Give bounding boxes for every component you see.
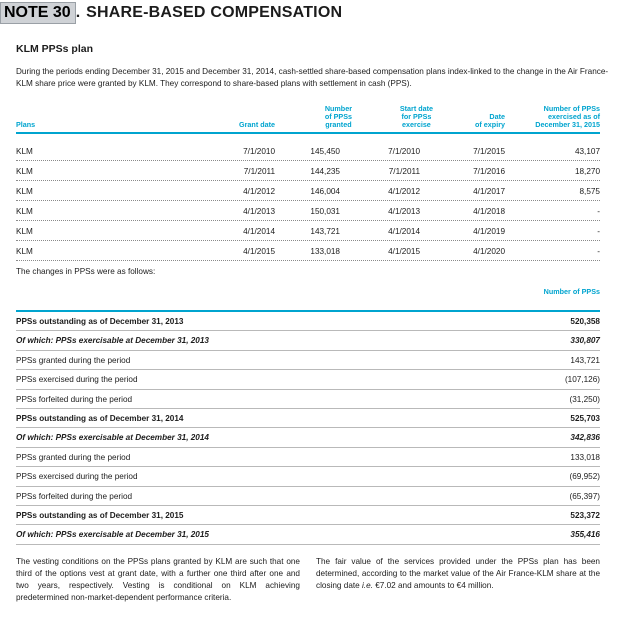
cell-plan: KLM xyxy=(16,187,33,196)
row-value: 330,807 xyxy=(570,336,600,346)
table-row xyxy=(16,525,600,544)
cell-start-date: 7/1/2010 xyxy=(388,147,420,156)
cell-start-date: 4/1/2015 xyxy=(388,247,420,256)
cell-plan: KLM xyxy=(16,207,33,216)
cell-number-granted: 150,031 xyxy=(310,207,340,216)
cell-exercised: - xyxy=(597,207,600,216)
header-date-of-expiry xyxy=(475,113,505,129)
cell-exercised: - xyxy=(597,227,600,236)
row-label: PPSs outstanding as of December 31, 2015 xyxy=(16,510,184,520)
cell-grant-date: 7/1/2011 xyxy=(243,167,275,176)
cell-exercised: 8,575 xyxy=(579,187,600,196)
table-row xyxy=(16,312,600,331)
header-exercised-line3: December 31, 2015 xyxy=(535,120,600,129)
table-row xyxy=(16,428,600,447)
cell-expiry-date: 7/1/2016 xyxy=(473,167,505,176)
cell-expiry-date: 4/1/2020 xyxy=(473,247,505,256)
row-value: 342,836 xyxy=(570,433,600,443)
table-row xyxy=(16,241,600,261)
fair-value-text-end: €7.02 and amounts to €4 million. xyxy=(372,581,494,590)
cell-expiry-date: 4/1/2018 xyxy=(473,207,505,216)
table-row xyxy=(16,331,600,350)
pps-plans-table-header xyxy=(16,98,600,134)
row-value: 525,703 xyxy=(570,413,600,423)
table-row xyxy=(16,351,600,370)
row-label: PPSs exercised during the period xyxy=(16,375,138,385)
header-start-line3: exercise xyxy=(402,120,431,129)
section-title: KLM PPSs plan xyxy=(16,43,94,55)
header-exercised-line1: Number of PPSs xyxy=(543,104,600,113)
row-label: PPSs granted during the period xyxy=(16,452,131,462)
cell-expiry-date: 4/1/2017 xyxy=(473,187,505,196)
cell-grant-date: 4/1/2015 xyxy=(243,247,275,256)
cell-start-date: 4/1/2014 xyxy=(388,227,420,236)
cell-number-granted: 133,018 xyxy=(310,247,340,256)
header-exercised xyxy=(535,105,600,129)
cell-exercised: 18,270 xyxy=(574,167,600,176)
cell-expiry-date: 4/1/2019 xyxy=(473,227,505,236)
cell-exercised: - xyxy=(597,247,600,256)
cell-exercised: 43,107 xyxy=(574,147,600,156)
header-expiry-line1: Date xyxy=(489,112,505,121)
cell-plan: KLM xyxy=(16,227,33,236)
pps-plans-table xyxy=(16,98,600,261)
header-start-line2: for PPSs xyxy=(401,112,432,121)
table-row xyxy=(16,141,600,161)
header-exercised-line2: exercised as of xyxy=(548,112,600,121)
header-number-line3: granted xyxy=(325,120,352,129)
note-title: SHARE-BASED COMPENSATION xyxy=(86,4,343,21)
row-label: PPSs forfeited during the period xyxy=(16,491,133,501)
table-row xyxy=(16,448,600,467)
cell-expiry-date: 7/1/2015 xyxy=(473,147,505,156)
vesting-conditions-paragraph: The vesting conditions on the PPSs plans granted by KLM are such that one third of the options vest at grant date, with a further one third after one and two years, respectively. Vesting is conditional on KLM achieving predetermined non-market-dependent performance criteria. xyxy=(16,557,300,602)
note-heading-dot: . xyxy=(75,4,81,21)
cell-plan: KLM xyxy=(16,167,33,176)
intro-paragraph: During the periods ending December 31, 2015 and December 31, 2014, cash-settled share-based compensation plans index-linked to the change in the Air France-KLM share price were granted by KLM. They correspond to share-based plans with settlement in cash (PPS). xyxy=(16,67,609,88)
row-value: (107,126) xyxy=(564,375,600,385)
header-number-granted xyxy=(325,105,352,129)
header-number-of-ppss: Number of PPSs xyxy=(543,287,600,296)
row-value: 143,721 xyxy=(570,355,600,365)
cell-start-date: 7/1/2011 xyxy=(388,167,420,176)
cell-number-granted: 143,721 xyxy=(310,227,340,236)
row-label: PPSs outstanding as of December 31, 2013 xyxy=(16,317,184,326)
header-number-line1: Number xyxy=(324,104,352,113)
header-number-line2: of PPSs xyxy=(324,112,352,121)
header-grant-date: Grant date xyxy=(239,120,275,129)
note-number-badge: NOTE 30 xyxy=(0,2,76,24)
row-value: (31,250) xyxy=(569,394,600,404)
table-row xyxy=(16,161,600,181)
fair-value-ie: i.e. xyxy=(361,581,373,590)
row-value: (65,397) xyxy=(569,491,600,501)
row-label: Of which: PPSs exercisable at December 31, 2013 xyxy=(16,336,209,346)
row-label: PPSs forfeited during the period xyxy=(16,394,133,404)
cell-plan: KLM xyxy=(16,247,33,256)
cell-number-granted: 146,004 xyxy=(310,187,340,196)
cell-grant-date: 4/1/2013 xyxy=(243,207,275,216)
row-label: Of which: PPSs exercisable at December 31, 2014 xyxy=(16,433,209,443)
cell-grant-date: 4/1/2012 xyxy=(243,187,275,196)
row-value: (69,952) xyxy=(569,472,600,482)
header-expiry-line2: of expiry xyxy=(475,120,505,129)
cell-start-date: 4/1/2013 xyxy=(388,207,420,216)
cell-start-date: 4/1/2012 xyxy=(388,187,420,196)
row-value: 133,018 xyxy=(570,452,600,462)
table-row xyxy=(16,181,600,201)
table-row xyxy=(16,370,600,389)
table-row xyxy=(16,221,600,241)
cell-number-granted: 144,235 xyxy=(310,167,340,176)
header-plans: Plans xyxy=(16,120,36,129)
cell-number-granted: 145,450 xyxy=(310,147,340,156)
header-start-date xyxy=(400,105,433,129)
table-row xyxy=(16,506,600,525)
fair-value-text-start: The fair value of the services provided under the PPSs plan has been determined, according to the market value of the Air France-KLM share at the closing date xyxy=(316,557,600,590)
table-row xyxy=(16,390,600,409)
pps-movements-header xyxy=(16,286,600,299)
table-row xyxy=(16,409,600,428)
note-heading xyxy=(0,2,342,24)
cell-grant-date: 4/1/2014 xyxy=(243,227,275,236)
row-label: PPSs outstanding as of December 31, 2014 xyxy=(16,413,184,423)
table-row xyxy=(16,201,600,221)
row-value: 355,416 xyxy=(570,530,600,540)
row-label: PPSs granted during the period xyxy=(16,355,131,365)
cell-plan: KLM xyxy=(16,147,33,156)
table-row xyxy=(16,467,600,486)
row-value: 520,358 xyxy=(570,317,600,326)
row-value: 523,372 xyxy=(570,510,600,520)
cell-grant-date: 7/1/2010 xyxy=(243,147,275,156)
header-start-line1: Start date xyxy=(399,104,433,113)
fair-value-paragraph xyxy=(316,556,600,592)
row-label: Of which: PPSs exercisable at December 31, 2015 xyxy=(16,530,209,540)
table-row xyxy=(16,487,600,506)
pps-movements-table xyxy=(16,286,600,545)
row-label: PPSs exercised during the period xyxy=(16,472,138,482)
changes-intro: The changes in PPSs were as follows: xyxy=(16,267,156,276)
